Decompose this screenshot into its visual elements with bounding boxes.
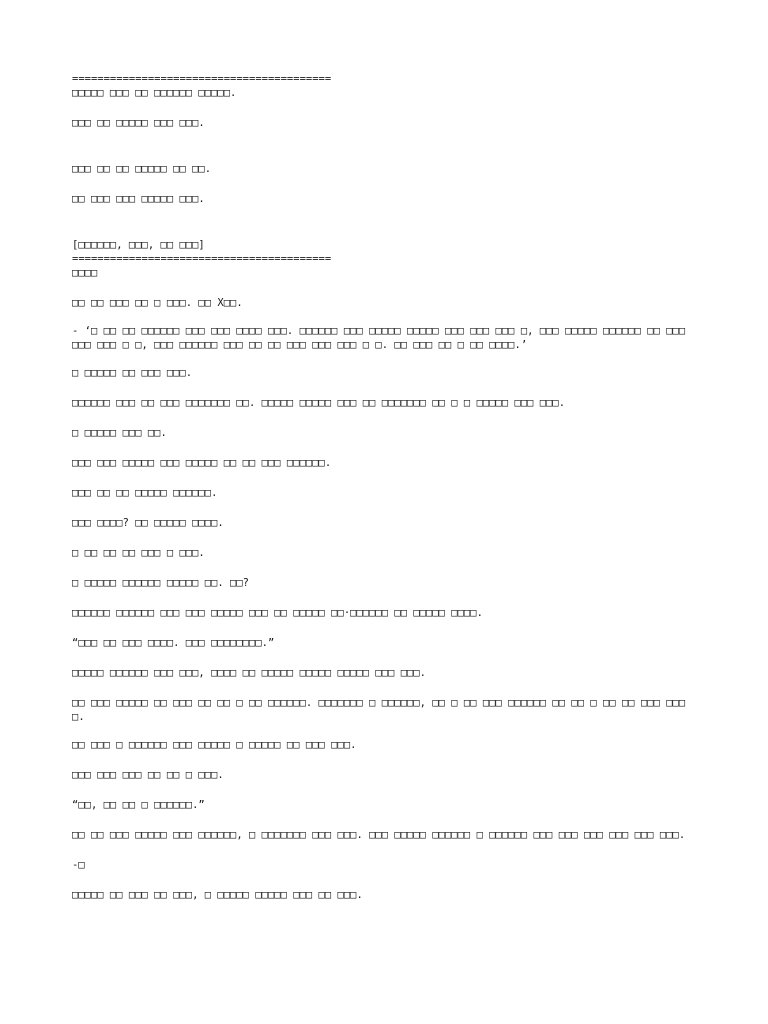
paragraph: □ □□□□□ □□□□□□ □□□□□ □□. □□?	[72, 577, 250, 589]
paragraph: □□□ □□□ □□□□□ □□□ □□□□□ □□ □□ □□□ □□□□□□.	[72, 457, 332, 469]
paragraph: □□□ □□□ □□□ □□ □□ □ □□□.	[72, 769, 224, 781]
section-heading: □□□□	[72, 267, 98, 279]
intro-line-4: □□ □□□ □□□ □□□□□ □□□.	[72, 193, 205, 205]
document-page	[72, 72, 696, 902]
paragraph: □□ □□ □□□ □□□□□ □□□ □□□□□□, □ □□□□□□□ □□□ □□□. □□□ □□□□□ □□□□□□ □ □□□□□□ □□□ □□□ □□□ □□□ □□□ □□□.	[72, 829, 686, 841]
paragraph: □□□□□□ □□□□□□ □□□ □□□ □□□□□ □□□ □□ □□□□□ □□·□□□□□□ □□ □□□□□ □□□□.	[72, 607, 483, 619]
intro-line-1: □□□□□ □□□ □□ □□□□□□ □□□□□.	[72, 87, 237, 99]
dialogue-line: “□□, □□ □□ □ □□□□□□.”	[72, 799, 205, 811]
paragraph: □□□□□□ □□□ □□ □□□ □□□□□□□ □□. □□□□□ □□□□□ □□□ □□ □□□□□□□ □□ □ □ □□□□□ □□□ □□□.	[72, 397, 566, 409]
section-rule: =========================================	[72, 253, 332, 265]
paragraph: □ □□□□□ □□□ □□.	[72, 427, 167, 439]
paragraph: □ □□□□□ □□ □□□ □□□.	[72, 367, 193, 379]
paragraph: □ □□ □□ □□ □□□ □ □□□.	[72, 547, 205, 559]
intro-line-3: □□□ □□ □□ □□□□□ □□ □□.	[72, 163, 212, 175]
paragraph: □□ □□□ □□□□□ □□ □□□ □□ □□ □ □□ □□□□□□. □□□□□□□ □ □□□□□□, □□ □ □□ □□□ □□□□□□ □□ □□ □ □□ □□ □□□ □□□□.	[72, 697, 686, 723]
paragraph: -□	[72, 859, 85, 871]
top-rule: =========================================	[72, 73, 332, 85]
paragraph: □□□□□ □□ □□□ □□ □□□, □ □□□□□ □□□□□ □□□ □□ □□□.	[72, 889, 363, 901]
quoted-paragraph: - ‘□ □□ □□ □□□□□□ □□□ □□□ □□□□ □□□. □□□□□□ □□□ □□□□□ □□□□□ □□□ □□□ □□□ □, □□□ □□□□□ □□□□□□ □□ □□□ □□□ □□□ □ □, □□□ □□□□□□ □□□ □□ □□ □□□ □□□ □□□ □ □. □□ □□□ □□ □ □□ □□□□.’	[72, 325, 692, 351]
paragraph: □□ □□□ □ □□□□□□ □□□ □□□□□ □ □□□□□ □□ □□□ □□□.	[72, 739, 357, 751]
paragraph: □□□ □□ □□ □□□□□ □□□□□□.	[72, 487, 218, 499]
section-title: [□□□□□□, □□□, □□ □□□]	[72, 239, 205, 251]
paragraph: □□□ □□□□? □□ □□□□□ □□□□.	[72, 517, 224, 529]
paragraph: □□□□□ □□□□□□ □□□ □□□, □□□□ □□ □□□□□ □□□□□ □□□□□ □□□ □□□.	[72, 667, 427, 679]
paragraph: □□ □□ □□□ □□ □ □□□. □□ X□□.	[72, 297, 243, 309]
dialogue-line: “□□□ □□ □□□ □□□□. □□□ □□□□□□□□.”	[72, 637, 275, 649]
intro-line-2: □□□ □□ □□□□□ □□□ □□□.	[72, 117, 205, 129]
